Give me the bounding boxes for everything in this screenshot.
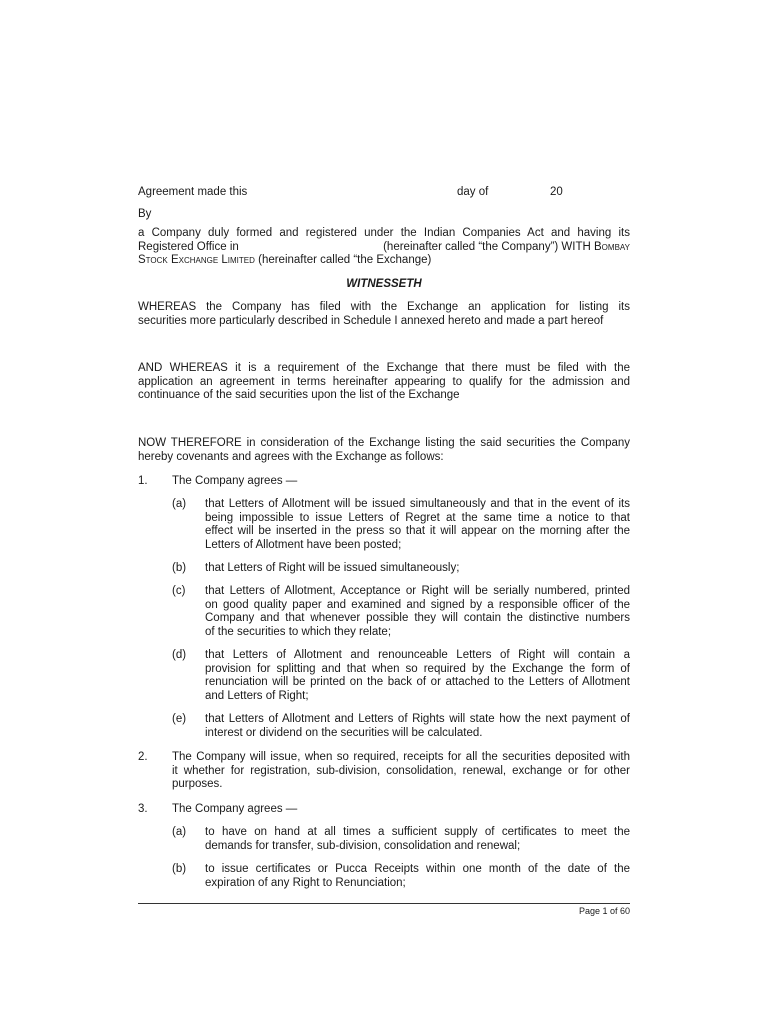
clause-1a-text (205, 498, 630, 552)
clause-1d-line: and Letters of Right; (205, 689, 309, 702)
clause-1b-line: that Letters of Right will be issued simultaneously; (205, 562, 460, 574)
clause-1a-line: Letters of Allotment have been posted; (205, 538, 402, 551)
clause-1d-line: that Letters of Allotment and renounceable Letters of Right will contain a (205, 649, 630, 661)
clause-3a-line: demands for transfer, sub-division, consolidation and renewal; (205, 839, 521, 852)
clause-3b-line: to issue certificates or Pucca Receipts within one month of the date of the (205, 863, 630, 875)
day-of-label: day of (457, 186, 489, 198)
clause-2-number: 2. (138, 751, 148, 763)
clause-1c-line: of the securities to which they relate; (205, 625, 392, 638)
clause-1a-label: (a) (172, 498, 187, 510)
stock-text: Stock (138, 254, 168, 267)
hereinafter-exchange-text: (hereinafter called “the Exchange) (258, 254, 432, 267)
clause-1c-line: Company and that whenever possible they will contain the distinctive numbers (205, 612, 630, 625)
clause-2-line: it whether for registration, sub-division, consolidation, renewal, exchange or for other (172, 764, 630, 777)
clause-1c-line: on good quality paper and examined and signed by a responsible officer of the (205, 598, 630, 611)
clause-3b-line: expiration of any Right to Renunciation; (205, 876, 406, 889)
clause-1-number: 1. (138, 475, 148, 487)
clause-2-line: purposes. (172, 778, 223, 791)
whereas-line-1: WHEREAS the Company has filed with the Exchange an application for listing its (138, 301, 630, 313)
clause-1c-line: that Letters of Allotment, Acceptance or Right will be serially numbered, printed (205, 585, 630, 597)
agreement-made-label: Agreement made this (138, 186, 248, 198)
and-whereas-paragraph (138, 362, 630, 403)
clause-1d-text (205, 649, 630, 703)
by-label: By (138, 208, 152, 220)
clause-3-number: 3. (138, 803, 148, 815)
clause-1d-line: provision for splitting and that when so required by the Exchange the form of (205, 662, 630, 675)
clause-3a-label: (a) (172, 826, 187, 838)
intro-line-2 (138, 241, 630, 255)
clause-1d-line: renunciation will be printed on the back of or attached to the Letters of Allotment (205, 676, 630, 689)
whereas-paragraph (138, 301, 630, 328)
witnesseth-heading: WITNESSETH (346, 278, 422, 290)
bombay-text: Bombay (594, 240, 630, 253)
hereinafter-company-label: (hereinafter called “the Company”) WITH (383, 240, 591, 253)
clause-1e-label: (e) (172, 713, 187, 725)
hereinafter-company-text (383, 241, 630, 255)
clause-1c-text (205, 585, 630, 639)
clause-1c-label: (c) (172, 585, 186, 597)
clause-1a-line: effect will be inserted in the press so that it will appear on the morning after the (205, 525, 630, 538)
footer-rule (138, 903, 630, 904)
intro-line-1: a Company duly formed and registered under the Indian Companies Act and having its (138, 227, 630, 239)
clause-3-text: The Company agrees — (172, 803, 298, 815)
clause-3a-text (205, 826, 630, 853)
clause-1e-text (205, 713, 630, 740)
now-therefore-paragraph (138, 437, 630, 464)
limited-text: Limited (221, 254, 255, 267)
clause-3b-label: (b) (172, 863, 187, 875)
intro-paragraph (138, 227, 630, 268)
exchange-text: Exchange (170, 254, 219, 267)
clause-1e-line: interest or dividend on the securities will be calculated. (205, 726, 483, 739)
clause-1b-text (205, 562, 630, 576)
year-label: 20 (550, 186, 563, 198)
and-whereas-line-3: continuance of the said securities upon the list of the Exchange (138, 389, 460, 402)
clause-1b-label: (b) (172, 562, 187, 574)
clause-2-text (172, 751, 630, 792)
page-number: Page 1 of 60 (578, 906, 630, 916)
intro-line-3 (138, 254, 630, 268)
clause-3b-text (205, 863, 630, 890)
and-whereas-line-1: AND WHEREAS it is a requirement of the Exchange that there must be filed with the (138, 362, 630, 374)
clause-1e-line: that Letters of Allotment and Letters of Rights will state how the next payment of (205, 713, 630, 725)
now-therefore-line-2: hereby covenants and agrees with the Exchange as follows: (138, 450, 444, 463)
clause-1a-line: that Letters of Allotment will be issued simultaneously and that in the event of its (205, 498, 630, 510)
now-therefore-line-1: NOW THEREFORE in consideration of the Exchange listing the said securities the Company (138, 437, 630, 449)
clause-1-text: The Company agrees — (172, 475, 298, 487)
clause-3a-line: to have on hand at all times a sufficient supply of certificates to meet the (205, 826, 630, 838)
clause-2-line: The Company will issue, when so required, receipts for all the securities deposited with (172, 751, 630, 763)
whereas-line-2: securities more particularly described in Schedule I annexed hereto and made a part hereof (138, 314, 604, 327)
and-whereas-line-2: application an agreement in terms hereinafter appearing to qualify for the admission and (138, 375, 630, 388)
registered-office-label: Registered Office in (138, 240, 239, 253)
clause-1d-label: (d) (172, 649, 187, 661)
clause-1a-line: being impossible to issue Letters of Regret at the same time a notice to that (205, 511, 630, 524)
